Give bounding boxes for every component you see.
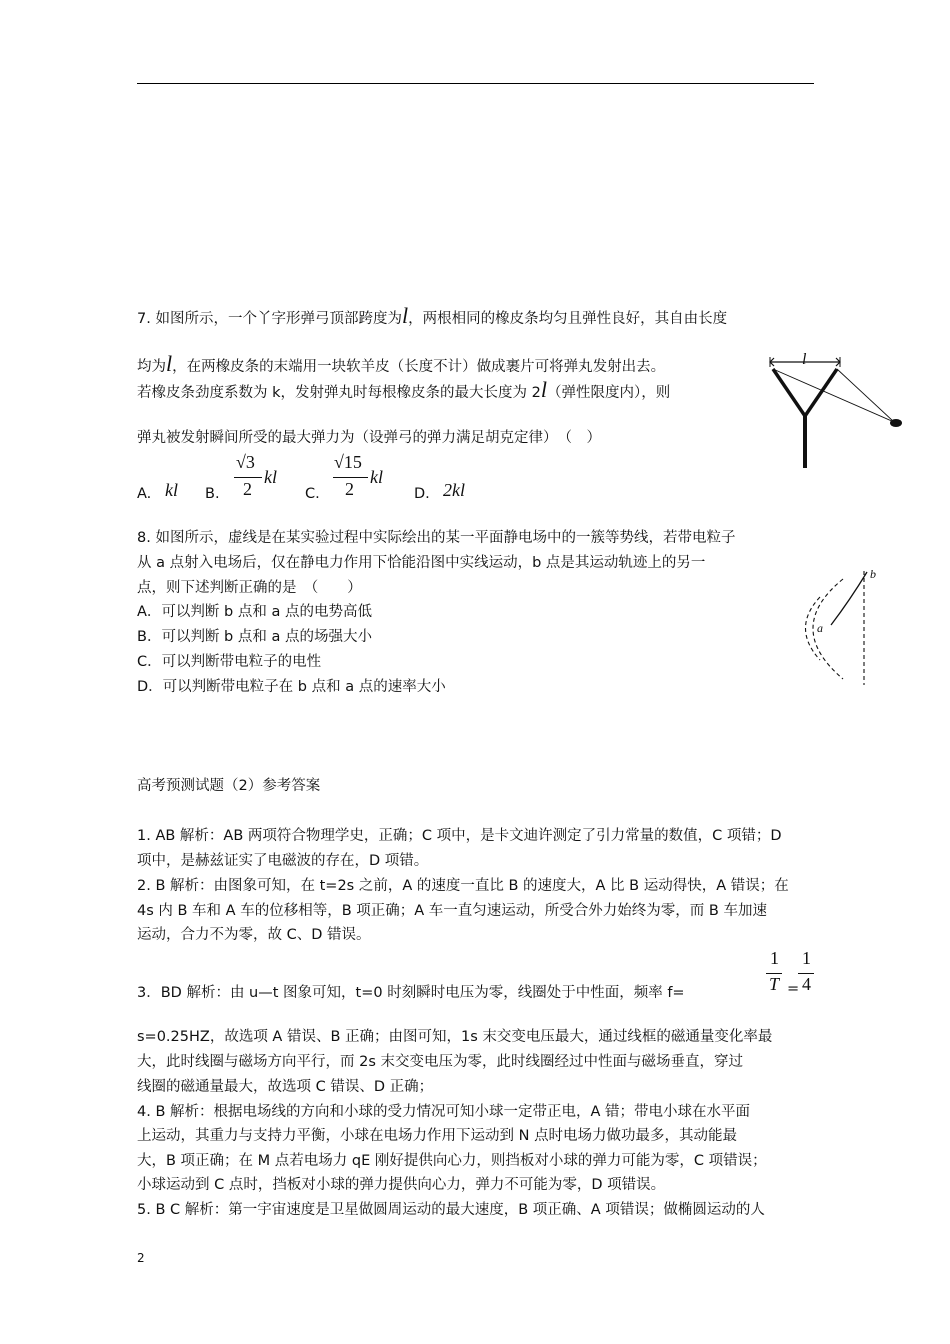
q7-var-l: l	[166, 351, 173, 376]
q8-option-c: C．可以判断带电粒子的电性	[137, 654, 322, 670]
q7-var-l: l	[540, 377, 547, 402]
answer-3-equals: =	[787, 981, 800, 997]
answer-2-line3: 运动，合力不为零，故 C、D 错误。	[137, 927, 371, 943]
q7-line2-text: 均为	[137, 359, 166, 375]
answer-4-line1: 4. B 解析：根据电场线的方向和小球的受力情况可知小球一定带正电，A 错；带电小球在水平面	[137, 1104, 751, 1120]
q7-option-b-tail: kl	[264, 467, 277, 487]
q7-line3-rest: （弹性限度内），则	[546, 385, 671, 401]
q8-option-d: D．可以判断带电粒子在 b 点和 a 点的速率大小	[137, 679, 446, 695]
q7-option-c-fraction	[333, 452, 369, 502]
answer-3-fraction-2	[798, 948, 818, 1000]
fraction-bar	[234, 477, 262, 478]
q8-line3: 点，则下述判断正确的是 （ ）	[137, 580, 362, 596]
q8-line2: 从 a 点射入电场后，仅在静电力作用下恰能沿图中实线运动，b 点是其运动轨迹上的另一	[137, 555, 706, 571]
particle-trajectory	[831, 572, 867, 625]
answers-heading: 高考预测试题（2）参考答案	[137, 778, 321, 794]
answer-4-line4: 小球运动到 C 点时，挡板对小球的弹力提供向心力，弹力不可能为零，D 项错误。	[137, 1177, 666, 1193]
q7-option-b-denominator: 2	[243, 479, 252, 499]
answer-3-line4: 线圈的磁通量最大，故选项 C 错误、D 正确；	[137, 1079, 434, 1095]
q8-line1: 8. 如图所示，虚线是在某实验过程中实际绘出的某一平面静电场中的一簇等势线，若带电粒子	[137, 530, 736, 546]
equipotential-figure	[795, 565, 890, 690]
q7-line3-text: 若橡皮条劲度系数为 k，发射弹丸时每根橡皮条的最大长度为 2	[137, 385, 541, 401]
span-label: l	[802, 351, 807, 368]
q7-option-d-expr: 2kl	[443, 480, 465, 500]
rubber-band-right	[837, 369, 894, 422]
answer-5-line1: 5. B C 解析：第一宇宙速度是卫星做圆周运动的最大速度，B 项正确、A 项错误；做椭圆运动的人	[137, 1202, 765, 1218]
q8-option-b: B．可以判断 b 点和 a 点的场强大小	[137, 629, 372, 645]
q7-var-l: l	[401, 303, 409, 328]
q7-option-b-numerator: √3	[236, 452, 255, 472]
slingshot-right-arm	[805, 369, 837, 416]
answer-3-line1: 3．BD 解析：由 u—t 图象可知，t=0 时刻瞬时电压为零，线圈处于中性面，频率 f=	[137, 985, 685, 1001]
q7-line2	[137, 351, 665, 377]
q7-option-a-expr: kl	[165, 480, 178, 500]
fraction-numerator: 1	[802, 948, 811, 968]
page-number: 2	[137, 1251, 145, 1265]
fraction-denominator: 4	[802, 974, 811, 994]
q7-option-a-label: A.	[137, 486, 152, 502]
fraction-denominator: T	[769, 974, 780, 994]
answer-1-line2: 项中，是赫兹证实了电磁波的存在，D 项错。	[137, 853, 429, 869]
answer-3-line3: 大，此时线圈与磁场方向平行，而 2s 末交变电压为零，此时线圈经过中性面与磁场垂直，穿过	[137, 1054, 743, 1070]
q7-line3	[137, 377, 670, 403]
header-rule	[137, 83, 814, 84]
point-a-label: a	[817, 621, 823, 635]
slingshot-figure	[765, 348, 910, 473]
q8-option-a: A．可以判断 b 点和 a 点的电势高低	[137, 604, 372, 620]
point-b-label: b	[870, 567, 876, 581]
q7-line1-text: 7. 如图所示，一个丫字形弹弓顶部跨度为	[137, 311, 402, 327]
answer-2-line2: 4s 内 B 车和 A 车的位移相等，B 项正确；A 车一直匀速运动，所受合外力始终为零，而 B 车加速	[137, 903, 767, 919]
answer-3-fraction-1	[766, 948, 786, 1000]
answer-1-line1: 1. AB 解析：AB 两项符合物理学史，正确；C 项中，是卡文迪许测定了引力常量的数值，C 项错；D	[137, 828, 782, 844]
q7-option-b-label: B.	[205, 486, 220, 502]
q7-line1	[137, 303, 727, 329]
q7-option-c-label: C.	[305, 486, 320, 502]
q7-line4: 弹丸被发射瞬间所受的最大弹力为（设弹弓的弹力满足胡克定律） （ ）	[137, 430, 601, 446]
fraction-bar	[333, 477, 368, 478]
q7-line2-rest: ，在两橡皮条的末端用一块软羊皮（长度不计）做成裹片可将弹丸发射出去。	[172, 359, 666, 375]
answer-4-line2: 上运动，其重力与支持力平衡，小球在电场力作用下运动到 N 点时电场力做功最多，其动能最	[137, 1128, 738, 1144]
q7-option-c-tail: kl	[370, 467, 383, 487]
q7-option-c-numerator: √15	[334, 452, 362, 472]
answer-4-line3: 大，B 项正确；在 M 点若电场力 qE 刚好提供向心力，则挡板对小球的弹力可能为零，C 项错误；	[137, 1153, 767, 1169]
q7-option-d-label: D.	[414, 486, 430, 502]
q7-option-b-fraction	[234, 452, 264, 502]
answer-2-line1: 2. B 解析：由图象可知，在 t=2s 之前，A 的速度一直比 B 的速度大，A 比 B 运动得快，A 错误；在	[137, 878, 789, 894]
q7-line1-rest: ，两根相同的橡皮条均匀且弹性良好，其自由长度	[408, 311, 728, 327]
answer-3-line2: s=0.25HZ，故选项 A 错误、B 正确；由图可知，1s 末交变电压最大，通过线框的磁通量变化率最	[137, 1029, 773, 1045]
pellet	[890, 419, 902, 427]
q7-option-c-denominator: 2	[345, 479, 354, 499]
fraction-numerator: 1	[770, 948, 779, 968]
